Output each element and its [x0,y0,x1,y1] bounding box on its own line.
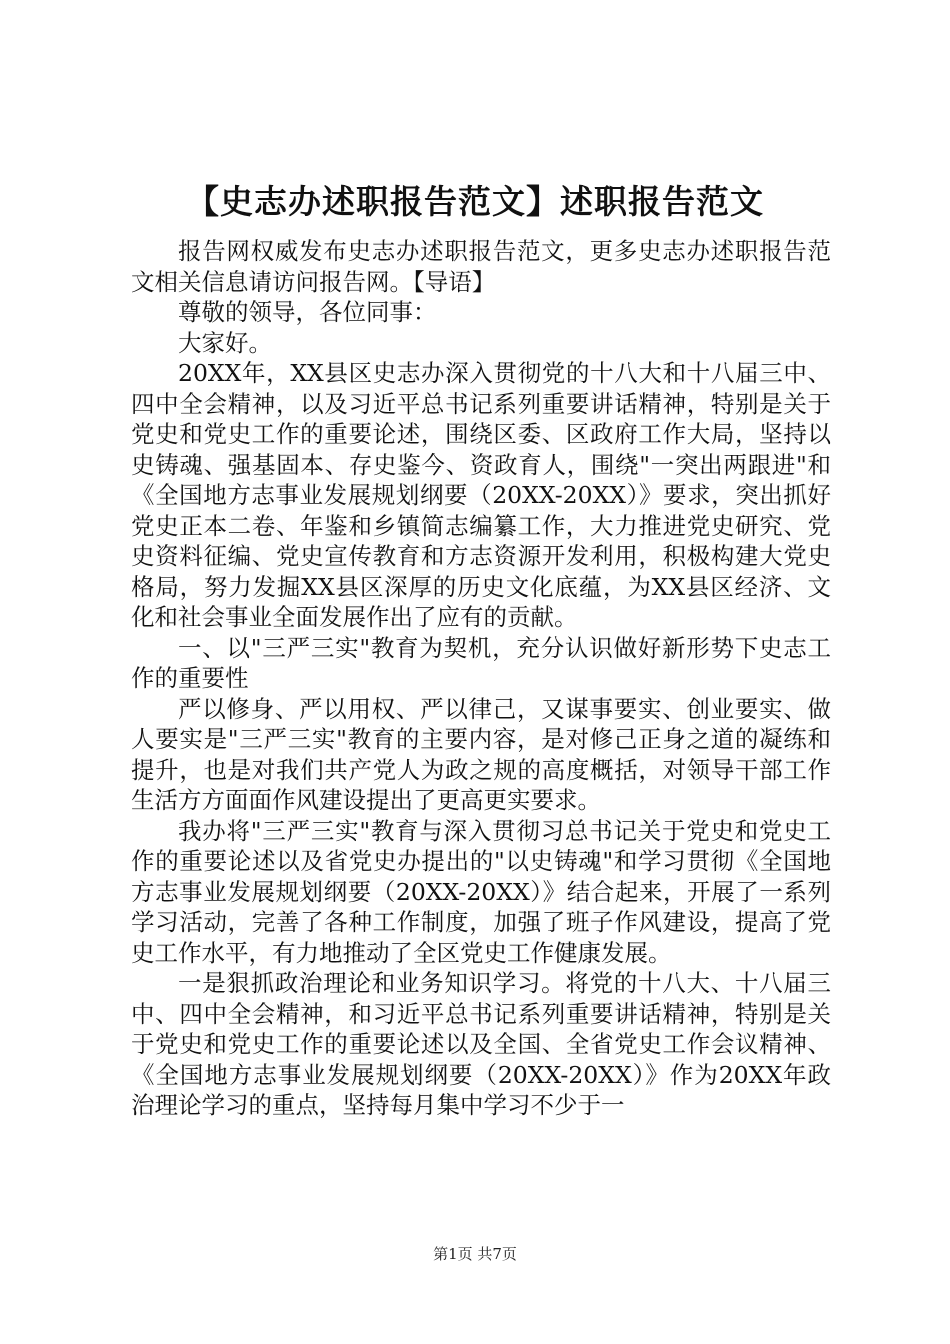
page-footer: 第1页 共7页 [433,1245,517,1263]
paragraph-study: 一是狠抓政治理论和业务知识学习。将党的十八大、十八届三中、四中全会精神，和习近平总书记系列重要讲话精神，特别是关于党史和党史工作的重要论述以及全国、全省党史工作会议精神、《全国地方志事业发展规划纲要（20XX-20XX）》作为20XX年政治理论学习的重点，坚持每月集中学习不少于一 [131,969,831,1119]
paragraph-overview: 20XX年，XX县区史志办深入贯彻党的十八大和十八届三中、四中全会精神，以及习近平总书记系列重要讲话精神，特别是关于党史和党史工作的重要论述，围绕区委、区政府工作大局，坚持以史铸魂、强基固本、存史鉴今、资政育人，围绕"一突出两跟进"和《全国地方志事业发展规划纲要（20XX-20XX）》要求，突出抓好党史正本二卷、年鉴和乡镇简志编纂工作，大力推进党史研究、党史资料征编、党史宣传教育和方志资源开发利用，积极构建大党史格局，努力发掘XX县区深厚的历史文化底蕴，为XX县区经济、文化和社会事业全面发展作出了应有的贡献。 [131,359,831,631]
document-body [131,236,831,1121]
section-heading-one: 一、以"三严三实"教育为契机，充分认识做好新形势下史志工作的重要性 [131,633,831,692]
paragraph-salutation: 尊敬的领导，各位同事： [178,298,437,326]
paragraph-greeting: 大家好。 [178,328,272,357]
paragraph-three-strict: 严以修身、严以用权、严以律己，又谋事要实、创业要实、做人要实是"三严三实"教育的主要内容，是对修己正身之道的凝练和提升，也是对我们共产党人为政之规的高度概括，对领导干部工作生活方方面面作风建设提出了更高更实要求。 [131,694,831,814]
paragraph-activities: 我办将"三严三实"教育与深入贯彻习总书记关于党史和党史工作的重要论述以及省党史办提出的"以史铸魂"和学习贯彻《全国地方志事业发展规划纲要（20XX-20XX）》结合起来，开展了一系列学习活动，完善了各种工作制度，加强了班子作风建设，提高了党史工作水平，有力地推动了全区党史工作健康发展。 [131,816,831,967]
document-title: 【史志办述职报告范文】述职报告范文 [186,182,764,221]
paragraph-intro: 报告网权威发布史志办述职报告范文，更多史志办述职报告范文相关信息请访问报告网。【导语】 [131,237,831,296]
